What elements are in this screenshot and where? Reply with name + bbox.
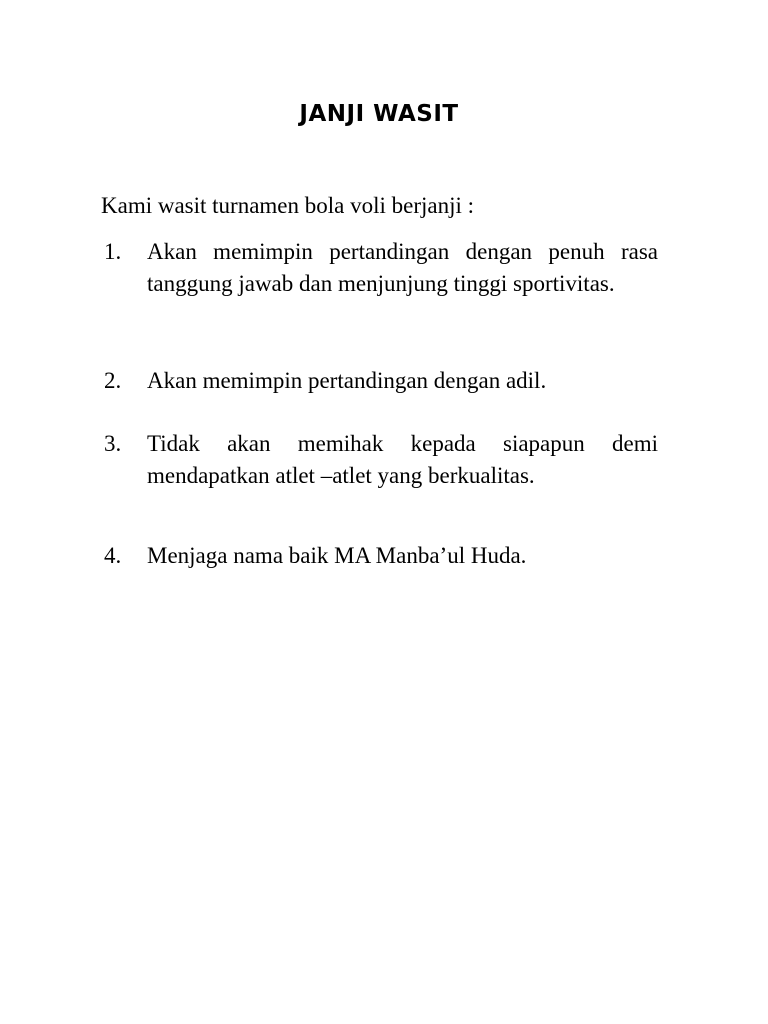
list-item bbox=[104, 540, 658, 572]
list-item bbox=[104, 428, 658, 492]
list-item-number: 2. bbox=[104, 368, 122, 393]
list-item-text: Tidak akan memihak kepada siapapun demi mendapatkan atlet –atlet yang berkualitas. bbox=[147, 431, 658, 488]
list-item bbox=[104, 236, 658, 300]
list-item-text: Akan memimpin pertandingan dengan adil. bbox=[147, 368, 547, 393]
list-item-number: 1. bbox=[104, 239, 122, 264]
list-item-number: 3. bbox=[104, 431, 122, 456]
list-item-number: 4. bbox=[104, 543, 122, 568]
document-title: JANJI WASIT bbox=[299, 101, 459, 127]
list-item bbox=[104, 365, 658, 397]
list-item-text: Akan memimpin pertandingan dengan penuh rasa tanggung jawab dan menjunjung tinggi sportivitas. bbox=[147, 239, 658, 296]
list-item-text: Menjaga nama baik MA Manba’ul Huda. bbox=[147, 543, 527, 568]
intro-text: Kami wasit turnamen bola voli berjanji : bbox=[101, 193, 475, 218]
